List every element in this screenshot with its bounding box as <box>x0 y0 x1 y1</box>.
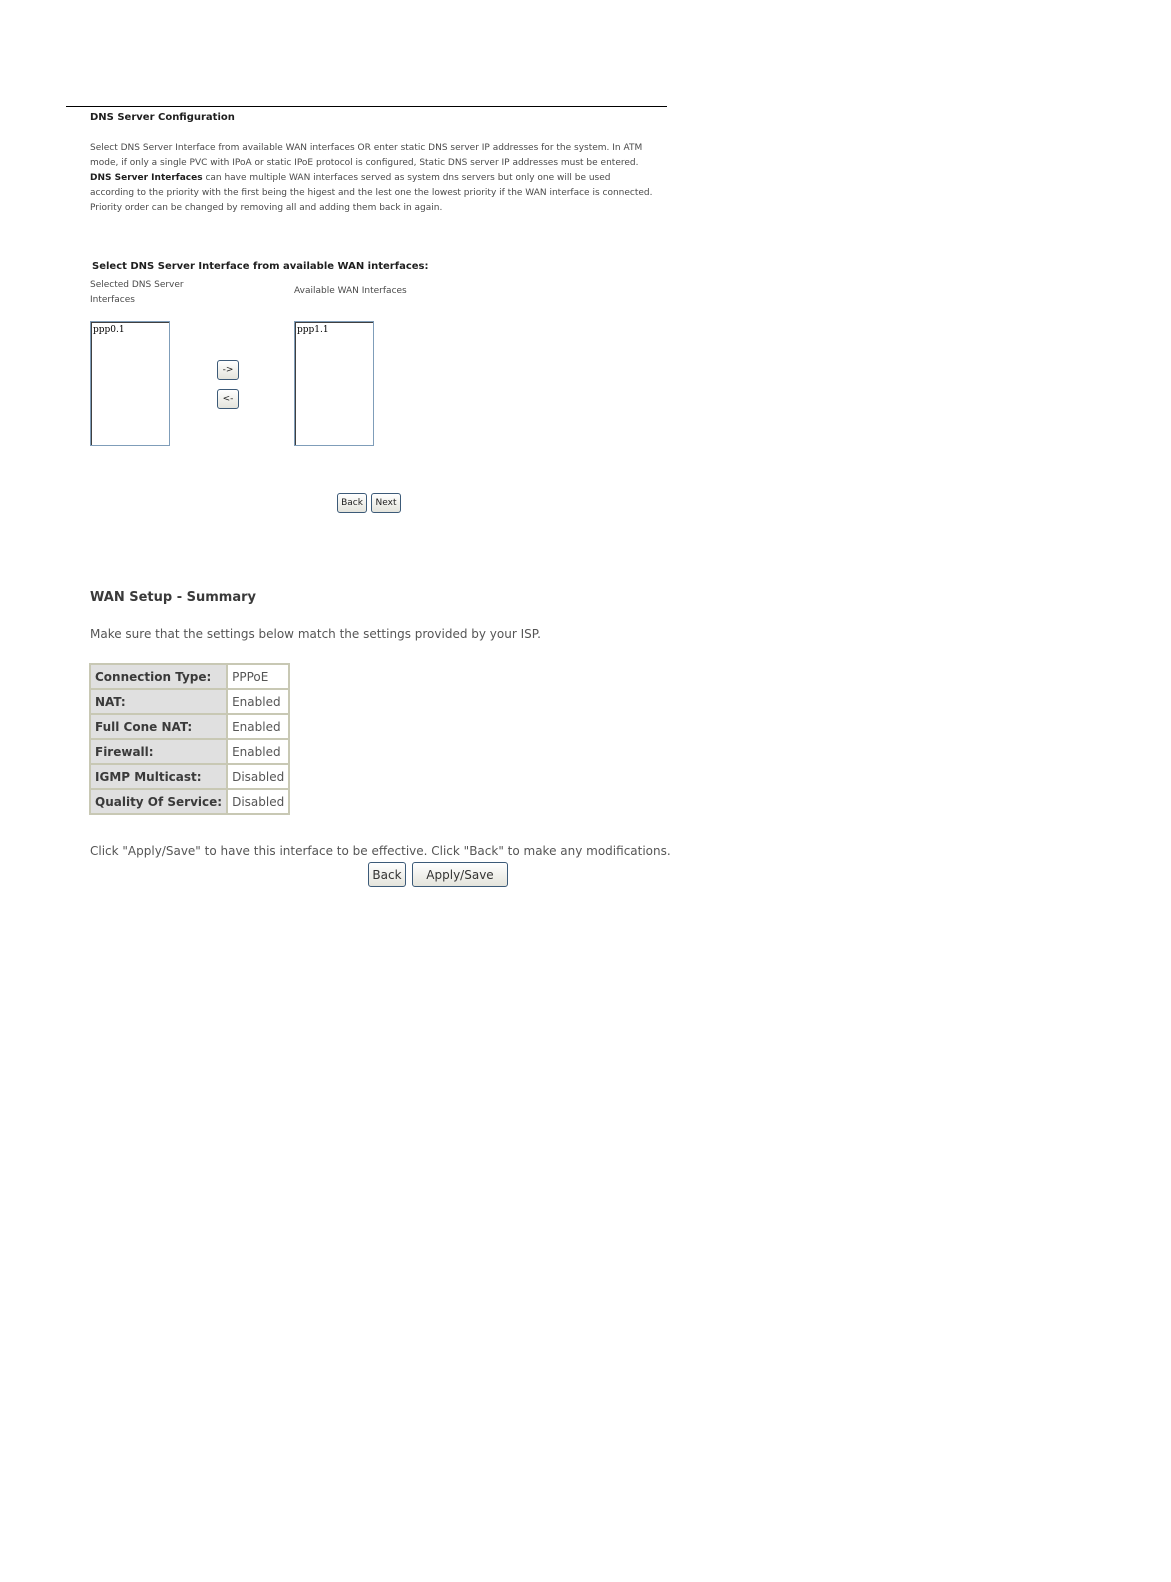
wan-back-button[interactable]: Back <box>368 862 406 887</box>
apply-save-button[interactable]: Apply/Save <box>412 862 508 887</box>
move-left-button[interactable]: <- <box>217 389 239 409</box>
summary-value: Disabled <box>227 789 289 814</box>
list-item[interactable]: ppp0.1 <box>93 325 125 335</box>
dns-back-button[interactable]: Back <box>337 493 367 513</box>
wan-summary-description: Make sure that the settings below match the settings provided by your ISP. <box>90 627 541 641</box>
table-row <box>90 739 289 764</box>
summary-value: Enabled <box>227 714 289 739</box>
summary-value: PPPoE <box>227 664 289 689</box>
summary-value: Enabled <box>227 739 289 764</box>
dns-desc-bold: DNS Server Interfaces <box>90 173 203 183</box>
move-right-button[interactable]: -> <box>217 360 239 380</box>
dns-config-section <box>66 106 667 213</box>
list-item[interactable]: ppp1.1 <box>297 325 329 335</box>
dns-config-title: DNS Server Configuration <box>90 112 235 123</box>
summary-key: Connection Type: <box>90 664 227 689</box>
table-row <box>90 789 289 814</box>
table-row <box>90 764 289 789</box>
dns-desc-intro: Select DNS Server Interface from available WAN interfaces OR enter static DNS server IP addresses for the system. In ATM mode, if only a single PVC with IPoA or static IPoE protocol is configured, Static DNS server IP addresses must be entered. <box>90 143 643 168</box>
summary-key: Quality Of Service: <box>90 789 227 814</box>
summary-value: Enabled <box>227 689 289 714</box>
selected-dns-listbox[interactable] <box>90 321 170 446</box>
selected-dns-label: Selected DNS Server Interfaces <box>90 280 184 305</box>
wan-summary-footer: Click "Apply/Save" to have this interface to be effective. Click "Back" to make any modifications. <box>90 844 671 858</box>
summary-key: IGMP Multicast: <box>90 764 227 789</box>
wan-summary-title: WAN Setup - Summary <box>90 590 256 605</box>
dns-next-button[interactable]: Next <box>371 493 401 513</box>
dns-config-description <box>90 141 656 216</box>
available-wan-listbox[interactable] <box>294 321 374 446</box>
wan-summary-table <box>89 663 290 815</box>
summary-value: Disabled <box>227 764 289 789</box>
dns-select-heading: Select DNS Server Interface from available WAN interfaces: <box>92 261 429 272</box>
summary-key: Firewall: <box>90 739 227 764</box>
summary-key: NAT: <box>90 689 227 714</box>
available-wan-label: Available WAN Interfaces <box>294 286 407 296</box>
table-row <box>90 664 289 689</box>
table-row <box>90 689 289 714</box>
table-row <box>90 714 289 739</box>
dns-desc-priority: can have multiple WAN interfaces served as system dns servers but only one will be used according to the priority with the first being the higest and the lest one the lowest priority if the WAN interface is connected. Priority order can be changed by removing all and adding them back in again. <box>90 173 653 213</box>
summary-key: Full Cone NAT: <box>90 714 227 739</box>
